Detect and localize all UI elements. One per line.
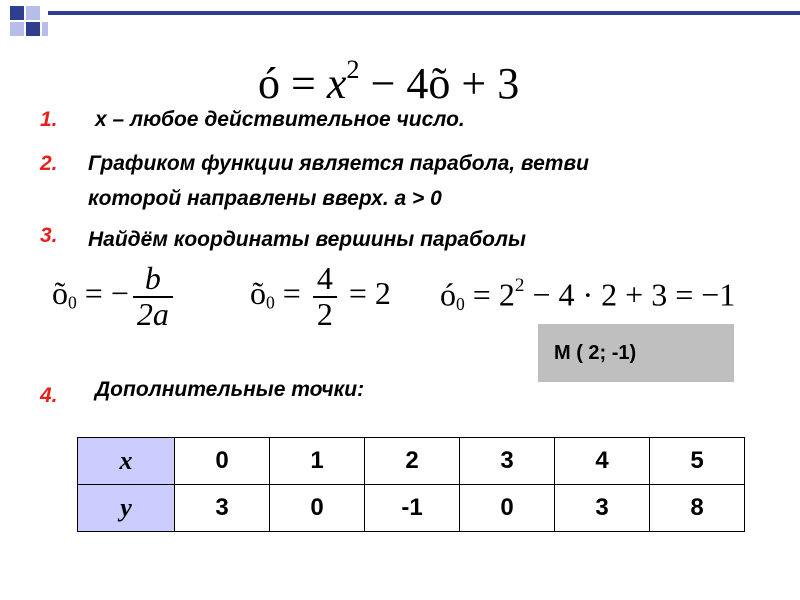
formula-x: x (326, 58, 347, 108)
item-number-2: 2. (40, 152, 58, 175)
f2-lhs: õ (250, 274, 266, 311)
f2-numerator: 4 (316, 260, 333, 296)
table-header-y: y (78, 485, 175, 532)
vertex-point-box (538, 324, 734, 382)
table-cell: 0 (175, 438, 270, 485)
item-number-4: 4. (40, 384, 58, 407)
table-cell: 3 (460, 438, 555, 485)
f2-fraction (313, 262, 337, 331)
table-cell: 4 (555, 438, 650, 485)
f2-denominator: 2 (313, 296, 337, 332)
table-header-x: x (78, 438, 175, 485)
vertex-formula-1 (52, 262, 177, 331)
table-row-x (78, 438, 745, 485)
vertex-formula-3 (440, 275, 735, 315)
f1-fraction (133, 262, 173, 331)
vertex-point-label: М ( 2; -1) (554, 341, 637, 364)
formula-lhs: ó (258, 58, 280, 108)
f3-expr: = 2 (464, 276, 515, 313)
f3-rest: − 4 · 2 + 3 = −1 (524, 276, 736, 313)
corner-square-1 (10, 6, 24, 20)
formula-minus-four: − 4 (359, 58, 429, 108)
table-cell: 0 (460, 485, 555, 532)
f2-eq: = (274, 274, 309, 311)
table-row-y (78, 485, 745, 532)
table-cell: -1 (365, 485, 460, 532)
item-text-1: x – любое действительное число. (95, 108, 465, 131)
corner-square-2 (26, 6, 40, 20)
table-cell: 3 (175, 485, 270, 532)
item-text-2-line1: Графиком функции является парабола, ветви (88, 152, 589, 175)
item-number-3: 3. (40, 224, 58, 247)
corner-square-4 (26, 22, 40, 36)
table-cell: 8 (650, 485, 745, 532)
f2-sub: 0 (266, 292, 275, 313)
f2-result: = 2 (340, 274, 391, 311)
main-formula: ó = $x^2$ − 4õ + 3 (258, 54, 520, 108)
item-text-3: Найдём координаты вершины параболы (88, 228, 526, 251)
f1-denominator: 2a (133, 296, 173, 332)
table-cell: 2 (365, 438, 460, 485)
corner-square-3 (10, 22, 24, 36)
f1-numerator: b (144, 260, 161, 296)
f1-eq: = − (76, 274, 129, 311)
values-table (77, 437, 745, 532)
formula-x-tilde: õ (428, 58, 451, 108)
table-cell: 0 (270, 485, 365, 532)
table-cell: 3 (555, 485, 650, 532)
top-rule (48, 11, 800, 15)
f1-sub: 0 (68, 292, 77, 313)
vertex-formula-2 (250, 262, 391, 331)
table-cell: 1 (270, 438, 365, 485)
f3-sub: 0 (456, 293, 465, 314)
item-number-1: 1. (40, 108, 58, 131)
item-text-4: Дополнительные точки: (95, 378, 365, 401)
f1-lhs: õ (52, 274, 68, 311)
item-text-2-line2: которой направлены вверх. а > 0 (88, 187, 442, 210)
formula-exponent: 2 (346, 54, 360, 84)
table-cell: 5 (650, 438, 745, 485)
f3-exponent: 2 (514, 275, 525, 296)
corner-square-5 (42, 22, 48, 36)
formula-tail: + 3 (450, 58, 520, 108)
f3-lhs: ó (440, 276, 456, 313)
